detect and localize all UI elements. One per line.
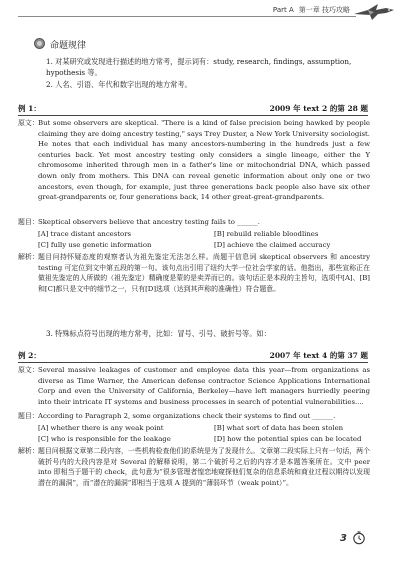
section-title: 命题规律 bbox=[50, 41, 87, 51]
example2-analysis-text: 题目问根据文章第二段内容，一些机构检查他们的系统是为了发现什么。文章第二段实际上只有一句话，两个破折号内的大段内容是对 Several 的解释说明，第二个破折号之后的内容才是本题答案所在。文中 peer into 即相当于题干的 check，此句意为“很多管理者惶恋地窥探他们复杂的信息系统和商业过程以期待以发现潜在的漏洞”，而“潜在的漏洞”即相当于选项 A 提到的“薄弱环节（weak point）”。 bbox=[38, 447, 370, 487]
example2-source: 2007 年 text 4 的第 37 题 bbox=[269, 351, 368, 360]
example1-source: 2009 年 text 2 的第 28 题 bbox=[269, 104, 368, 113]
passage-label: 原文： bbox=[18, 366, 39, 374]
example2-option-c: [C] who is responsible for the leakage bbox=[38, 435, 171, 443]
bird-logo-icon bbox=[352, 0, 396, 24]
analysis-label: 解析： bbox=[18, 447, 39, 455]
example1-option-d: [D] achieve the claimed accuracy bbox=[214, 241, 331, 249]
example1-analysis bbox=[18, 252, 370, 294]
analysis-label: 解析： bbox=[18, 253, 39, 261]
example2-question bbox=[18, 411, 370, 422]
example1-option-a: [A] trace distant ancestors bbox=[38, 230, 132, 238]
example2-option-b: [B] what sort of data has been stolen bbox=[214, 424, 344, 432]
header-rule bbox=[18, 16, 356, 17]
page-number: 3 bbox=[340, 533, 347, 544]
example1-option-b: [B] rebuild reliable bloodlines bbox=[214, 230, 319, 238]
example2-passage bbox=[18, 365, 370, 407]
example2-question-text: According to Paragraph 2, some organizations check their systems to find out ______. bbox=[38, 412, 336, 420]
intro-item-2: 2. 人名、引语、年代和数字出现的地方常考。 bbox=[46, 80, 192, 89]
section-heading bbox=[34, 38, 86, 51]
header-chapter: 第一章 技巧攻略 bbox=[298, 6, 350, 14]
item-3: 3. 特殊标点符号出现的地方常考，比如：冒号、引号、破折号等。如： bbox=[46, 329, 271, 338]
bullet-circle-icon bbox=[34, 38, 45, 49]
example1-header bbox=[18, 103, 368, 116]
question-label: 题目： bbox=[18, 218, 39, 226]
running-header bbox=[0, 0, 400, 26]
example1-option-c: [C] fully use genetic information bbox=[38, 241, 152, 249]
passage-label: 原文： bbox=[18, 119, 39, 127]
example2-label: 例 2： bbox=[18, 351, 41, 360]
example1-text: But some observers are skeptical. "There is a kind of false precision being hawked by people claiming they are doing ancestry testing," says Trey Duster, a New York University sociologist. He notes that each individual has many ancestors-numbering in the hundreds just a few centuries back. Yet most ancestry testing only considers a single lineage, either the Y chromosome inherited through men in a father's line or mitochondrial DNA, which passed down only from mothers. This DNA can reveal genetic information about only one or two ancestors, even though, for example, just three generations back people also have six other great-grandparents or, four generations back, 14 other great-great-grandparents. bbox=[38, 119, 370, 202]
example1-label: 例 1： bbox=[18, 104, 41, 113]
example2-analysis bbox=[18, 446, 370, 488]
example2-text: Several massive leakages of customer and employee data this year—from organizations as diverse as Time Warner, the American defense contractor Science Applications International Corp and even the University of California, Berkeley—have left managers hurriedly peering into their intricate IT systems and business processes in search of potential vulnerabilities.... bbox=[38, 366, 370, 406]
header-part: Part A bbox=[272, 6, 294, 14]
example1-question-text: Skeptical observers believe that ancestry testing fails to ______. bbox=[38, 218, 260, 226]
header-text bbox=[273, 5, 350, 15]
example2-header bbox=[18, 350, 368, 363]
example1-analysis-text: 题目问持怀疑态度的观察者认为祖先鉴定无法怎么样。尚题干信息词 skeptical observers 和 ancestry testing 可定位到文中第五段的第一句。该句点出引用了纽约大学一位社会学家的话。他指出，那些宣称正在做祖先鉴定的人所做的（祖先鉴定）精确度是蒙的是卖弄而已的。该句话正是本段的主旨句，选项中[A]、[B]和[C]都只是文中的细节之一，只有[D]选项（达到其声称的准确性）符合题意。 bbox=[38, 253, 370, 293]
question-label: 题目： bbox=[18, 412, 39, 420]
example1-passage bbox=[18, 118, 370, 203]
example2-option-d: [D] how the potential spies can be located bbox=[214, 435, 362, 443]
example1-question bbox=[18, 217, 370, 228]
example2-option-a: [A] whether there is any weak point bbox=[38, 424, 164, 432]
intro-item-1: 1. 对某研究或发现进行描述的地方常考，提示词有：study, research, findings, assumption, hypothesis 等。 bbox=[46, 57, 352, 77]
clock-icon bbox=[352, 531, 366, 545]
